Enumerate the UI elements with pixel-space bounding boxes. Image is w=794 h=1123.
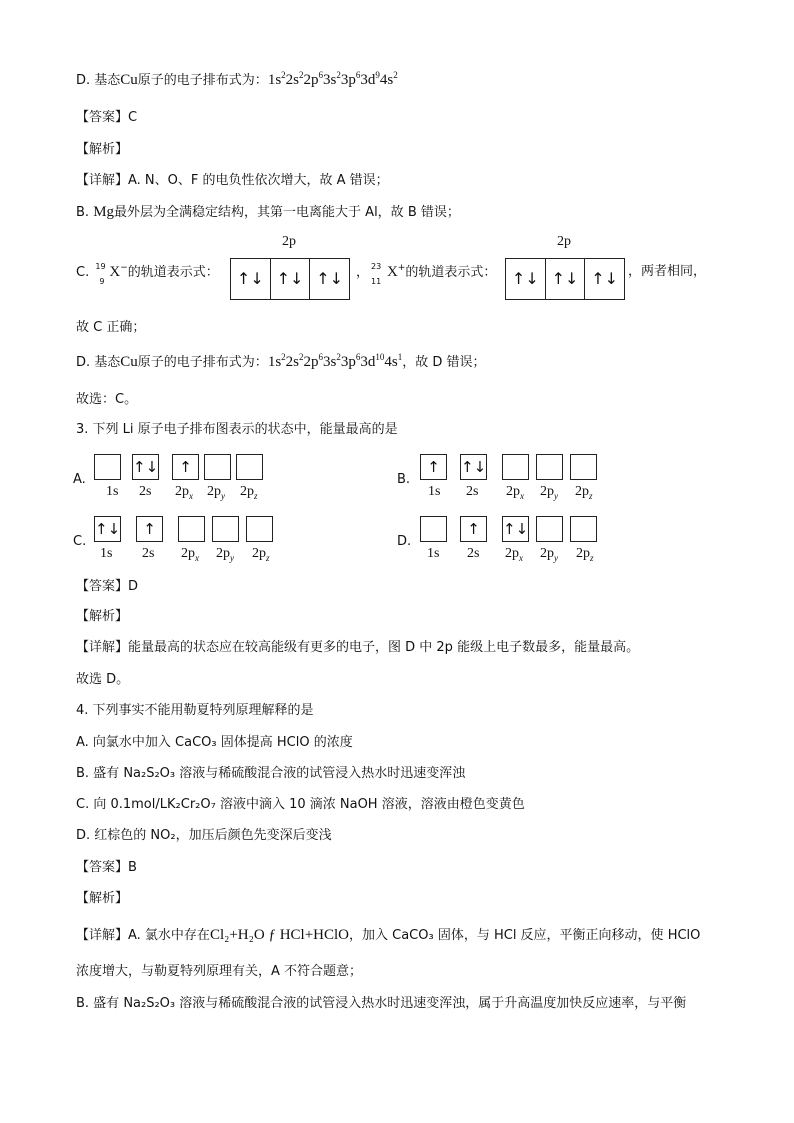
q3-orbital-label: 2s xyxy=(142,546,155,561)
config-subshell: 3s xyxy=(323,72,337,88)
orbital-2-label: 2p xyxy=(557,234,571,249)
q3-orbital-box xyxy=(94,454,121,480)
nuclide-1-symbol: X xyxy=(109,264,121,280)
q3-orbital-label: $2p_x$ xyxy=(175,484,193,501)
config-exponent: 1 xyxy=(397,352,403,362)
config-exponent: 6 xyxy=(355,352,361,362)
q3-option-tag: B. xyxy=(397,472,411,487)
q2-option-d-cu: Cu xyxy=(120,72,138,88)
q2-analysis: 【解析】 xyxy=(76,142,129,157)
q3-orbital-box xyxy=(178,516,205,542)
q3-analysis: 【解析】 xyxy=(76,609,129,624)
q2-answer: 【答案】C xyxy=(76,110,138,125)
q2-choose: 故选：C。 xyxy=(76,392,138,407)
config-exponent: 2 xyxy=(299,352,304,362)
q2-detail-d-cu: Cu xyxy=(120,354,138,370)
q2-detail-c-line2: 故 C 正确； xyxy=(76,320,146,335)
nuclide-2-mass: 23 xyxy=(371,261,382,271)
q2-option-d-mid: 原子的电子排布式为： xyxy=(137,73,268,88)
q2-detail-d xyxy=(76,352,485,373)
q4-detail-a-rest: ，加入 CaCO₃ 固体，与 HCl 反应，平衡正向移动，使 HClO xyxy=(349,928,701,943)
nuclide-1-numbers xyxy=(93,261,109,286)
q2-option-d-config xyxy=(268,72,398,88)
q4-answer: 【答案】B xyxy=(76,860,137,875)
q3-orbital-label: 1s xyxy=(427,546,440,561)
q3-option-tag: A. xyxy=(73,472,86,487)
q4-stem: 4. 下列事实不能用勒夏特列原理解释的是 xyxy=(76,703,314,718)
q4-detail-a-prefix: 【详解】A. 氯水中存在 xyxy=(76,928,210,943)
config-subshell: 3d xyxy=(360,354,376,370)
q2-detail-d-prefix: D. 基态 xyxy=(76,355,121,370)
q3-orbital-label: $2p_y$ xyxy=(216,546,234,563)
nuclide-2-numbers xyxy=(369,261,387,286)
q3-orbital-box: ↑↓ xyxy=(132,454,159,480)
q3-answer: 【答案】D xyxy=(76,579,139,594)
q3-orbital-label: $2p_z$ xyxy=(575,484,593,501)
q3-orbital-box xyxy=(536,454,563,480)
q3-orbital-box xyxy=(246,516,273,542)
q4-equation: Cl₂+H₂O ƒ HCl+HClO xyxy=(209,927,349,943)
orbital-1-cell: ↑↓ xyxy=(271,259,311,299)
orbital-2-cell: ↑↓ xyxy=(591,269,619,288)
q3-orbital-label: 2s xyxy=(467,546,480,561)
q3-orbital-label: $2p_x$ xyxy=(181,546,199,563)
q3-orbital-box xyxy=(212,516,239,542)
q2-detail-a: 【详解】A. N、O、F 的电负性依次增大，故 A 错误； xyxy=(76,173,389,188)
config-subshell: 4s xyxy=(384,354,398,370)
q3-choose: 故选 D。 xyxy=(76,672,130,687)
q4-analysis: 【解析】 xyxy=(76,891,129,906)
q3-orbital-label: $2p_y$ xyxy=(207,484,225,501)
q3-orbital-label: $2p_x$ xyxy=(505,546,523,563)
orbital-diagram-2 xyxy=(505,258,625,300)
q2-option-d-prefix: D. 基态 xyxy=(76,73,121,88)
q3-detail: 【详解】能量最高的状态应在较高能级有更多的电子，图 D 中 2p 能级上电子数最多，能量最高。 xyxy=(76,640,640,655)
q3-orbital-box: ↑ xyxy=(136,516,163,542)
config-exponent: 6 xyxy=(355,70,361,80)
orbital-2-cell: ↑↓ xyxy=(546,259,586,299)
config-exponent: 2 xyxy=(393,70,398,80)
q3-orbital-label: $2p_y$ xyxy=(540,546,558,563)
q3-orbital-box xyxy=(502,454,529,480)
q3-orbital-label: 1s xyxy=(100,546,113,561)
config-subshell: 1s xyxy=(267,354,282,370)
q4-option-c: C. 向 0.1mol/LK₂Cr₂O₇ 溶液中滴入 10 滴浓 NaOH 溶液，溶液由橙色变黄色 xyxy=(76,797,525,812)
q2-detail-d-end: ，故 D 错误； xyxy=(402,355,486,370)
nuclide-1-charge: − xyxy=(120,263,128,273)
q2-detail-c-end: ，两者相同， xyxy=(628,264,707,279)
nuclide-2-symbol: X xyxy=(387,264,398,280)
q4-detail-a-line2: 浓度增大，与勒夏特列原理有关，A 不符合题意； xyxy=(76,964,363,979)
config-exponent: 10 xyxy=(375,352,385,362)
config-subshell: 2p xyxy=(303,354,319,370)
q3-orbital-label: $2p_z$ xyxy=(252,546,270,563)
q3-orbital-box: ↑ xyxy=(460,516,487,542)
config-subshell: 3p xyxy=(340,72,356,88)
q3-orbital-label: $2p_y$ xyxy=(540,484,558,501)
config-exponent: 2 xyxy=(299,70,304,80)
q3-option-tag: C. xyxy=(73,534,87,549)
q3-orbital-box: ↑↓ xyxy=(94,516,121,542)
q3-option-tag: D. xyxy=(397,534,412,549)
q3-orbital-box xyxy=(570,454,597,480)
orbital-1-cell: ↑↓ xyxy=(316,269,344,288)
q2-detail-c-prefix: C. xyxy=(76,265,90,280)
config-subshell: 3p xyxy=(340,354,356,370)
nuclide-2-z: 11 xyxy=(371,276,382,286)
q3-orbital-label: 1s xyxy=(428,484,441,499)
q3-orbital-label: 2s xyxy=(139,484,152,499)
q3-orbital-box xyxy=(420,516,447,542)
nuclide-1-z: 9 xyxy=(99,276,105,286)
config-subshell: 3s xyxy=(323,354,337,370)
q2-detail-d-config xyxy=(268,354,402,370)
q3-stem: 3. 下列 Li 原子电子排布图表示的状态中，能量最高的是 xyxy=(76,422,398,437)
q4-option-a: A. 向氯水中加入 CaCO₃ 固体提高 HClO 的浓度 xyxy=(76,735,353,750)
config-subshell: 4s xyxy=(379,72,394,88)
q4-detail-a xyxy=(76,925,700,946)
q2-detail-c xyxy=(76,262,219,284)
orbital-diagram-1 xyxy=(230,258,350,300)
q3-orbital-label: 2s xyxy=(466,484,479,499)
config-subshell: 2s xyxy=(285,72,299,88)
q3-orbital-box: ↑↓ xyxy=(460,454,487,480)
nuclide-2-charge: + xyxy=(397,263,406,273)
q3-orbital-box xyxy=(570,516,597,542)
config-subshell: 2s xyxy=(285,354,299,370)
config-subshell: 3d xyxy=(360,72,376,88)
q3-orbital-box xyxy=(236,454,263,480)
config-exponent: 6 xyxy=(318,70,323,80)
q3-orbital-label: $2p_z$ xyxy=(576,546,594,563)
q2-detail-b-prefix: B. xyxy=(76,205,90,220)
orbital-2-cell: ↑↓ xyxy=(506,259,546,299)
config-subshell: 1s xyxy=(267,72,282,88)
q4-option-b: B. 盛有 Na₂S₂O₃ 溶液与稀硫酸混合液的试管浸入热水时迅速变浑浊 xyxy=(76,766,466,781)
config-exponent: 2 xyxy=(281,352,286,362)
q3-orbital-label: $2p_x$ xyxy=(506,484,524,501)
config-exponent: 2 xyxy=(336,352,341,362)
config-subshell: 2p xyxy=(303,72,319,88)
orbital-1-cell: ↑↓ xyxy=(231,259,271,299)
q3-orbital-box xyxy=(204,454,231,480)
config-exponent: 6 xyxy=(318,352,323,362)
nuclide-1-mass: 19 xyxy=(95,261,106,271)
q2-orbital-text-1: 的轨道表示式： xyxy=(127,265,219,280)
q3-orbital-box: ↑↓ xyxy=(502,516,529,542)
q3-orbital-label: $2p_z$ xyxy=(240,484,258,501)
q2-detail-b-mg: Mg xyxy=(93,204,115,220)
config-exponent: 2 xyxy=(281,70,286,80)
q2-orbital-text-2: 的轨道表示式： xyxy=(405,265,497,280)
config-exponent: 2 xyxy=(336,70,341,80)
q3-orbital-box: ↑ xyxy=(172,454,199,480)
config-exponent: 9 xyxy=(375,70,380,80)
q2-detail-d-mid: 原子的电子排布式为： xyxy=(137,355,268,370)
orbital-1-label: 2p xyxy=(282,234,296,249)
q3-orbital-label: 1s xyxy=(106,484,119,499)
q4-option-d: D. 红棕色的 NO₂，加压后颜色先变深后变浅 xyxy=(76,828,332,843)
q4-detail-b: B. 盛有 Na₂S₂O₃ 溶液与稀硫酸混合液的试管浸入热水时迅速变浑浊，属于升高温度加快反应速率，与平衡 xyxy=(76,996,687,1011)
q2-detail-c-mid xyxy=(356,262,496,284)
separator: ， xyxy=(356,265,370,280)
q3-orbital-box xyxy=(536,516,563,542)
q3-orbital-box: ↑ xyxy=(420,454,447,480)
q2-option-d xyxy=(76,70,398,91)
q2-detail-b xyxy=(76,202,460,223)
q2-detail-b-rest: 最外层为全满稳定结构，其第一电离能大于 Al，故 B 错误； xyxy=(114,205,460,220)
